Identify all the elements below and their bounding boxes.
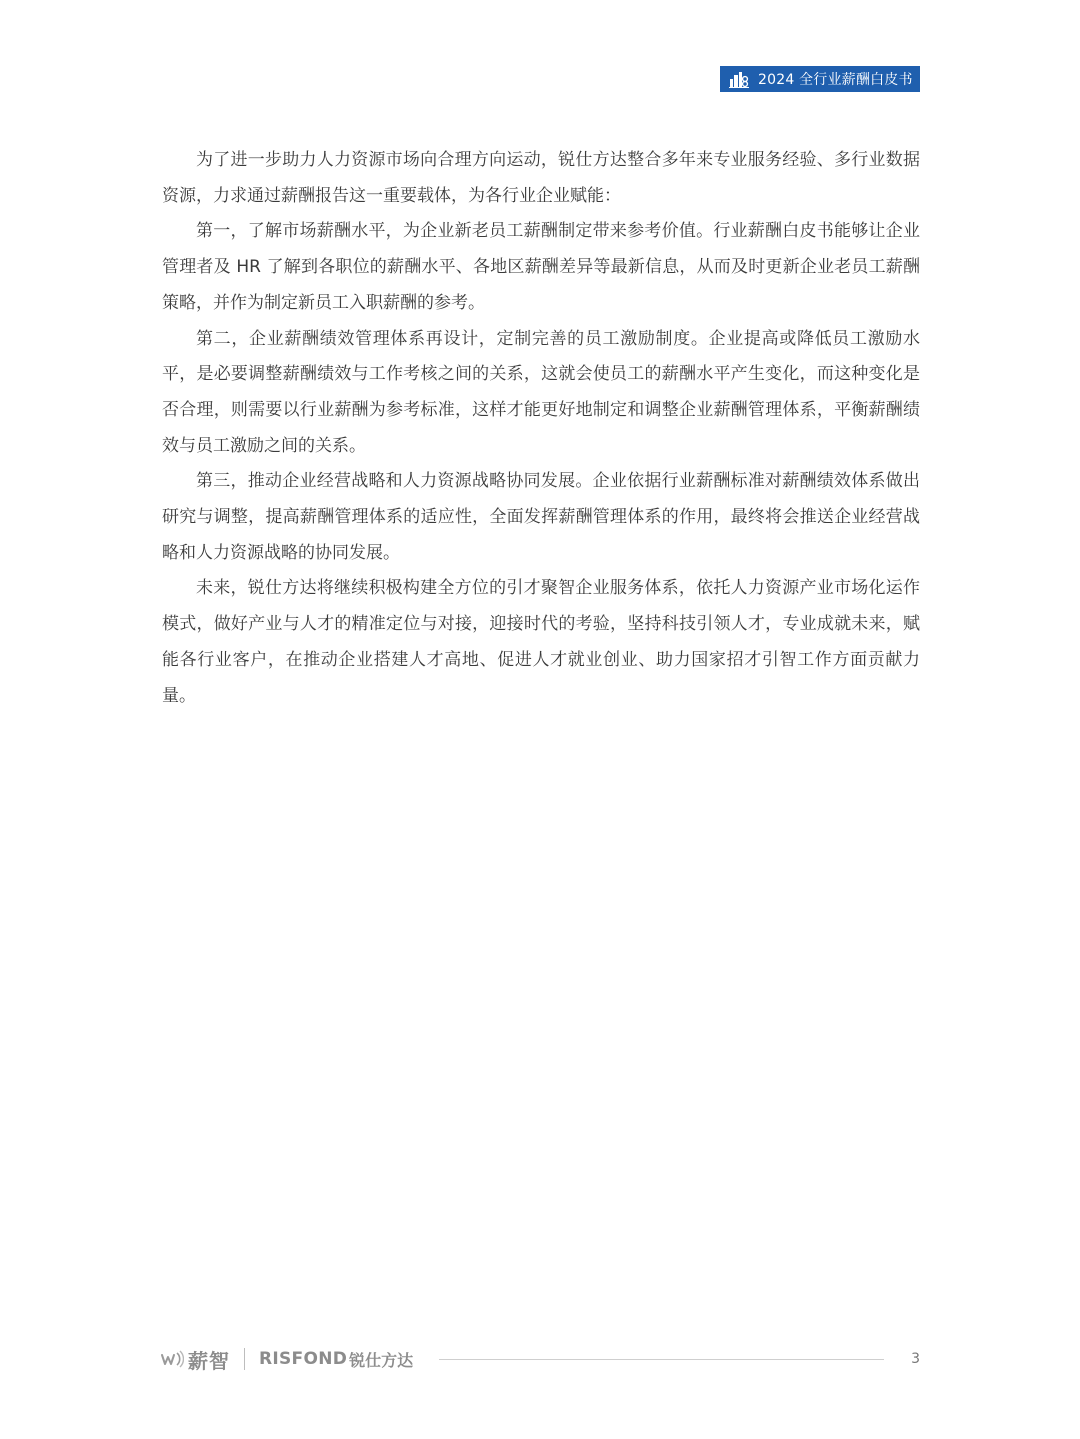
paragraph-second-point: 第二，企业薪酬绩效管理体系再设计，定制完善的员工激励制度。企业提高或降低员工激励水平，是必要调整薪酬绩效与工作考核之间的关系，这就会使员工的薪酬水平产生变化，而这种变化是否合理，则需要以行业薪酬为参考标准，这样才能更好地制定和调整企业薪酬管理体系，平衡薪酬绩效与员工激励之间的关系。	[162, 328, 920, 456]
document-title: 2024 全行业薪酬白皮书	[758, 72, 913, 88]
xinzhi-logo	[160, 1345, 230, 1374]
xinzhi-logo-name: 薪智	[188, 1348, 230, 1373]
paragraph-future: 未来，锐仕方达将继续积极构建全方位的引才聚智企业服务体系，依托人力资源产业市场化运作模式，做好产业与人才的精准定位与对接，迎接时代的考验，坚持科技引领人才，专业成就未来，赋能各行业客户，在推动企业搭建人才高地、促进人才就业创业、助力国家招才引智工作方面贡献力量。	[162, 578, 920, 706]
page-footer	[160, 1344, 920, 1374]
xinzhi-logo-icon	[160, 1349, 184, 1369]
paragraph-intro: 为了进一步助力人力资源市场向合理方向运动，锐仕方达整合多年来专业服务经验、多行业数据资源，力求通过薪酬报告这一重要载体，为各行业企业赋能：	[162, 150, 920, 206]
paragraph-third-point: 第三，推动企业经营战略和人力资源战略协同发展。企业依据行业薪酬标准对薪酬绩效体系做出研究与调整，提高薪酬管理体系的适应性，全面发挥薪酬管理体系的作用，最终将会推送企业经营战略和人力资源战略的协同发展。	[162, 471, 920, 563]
risfond-logo-english: RISFOND	[259, 1349, 348, 1369]
risfond-logo-chinese: 锐仕方达	[349, 1350, 414, 1370]
buildings-chart-icon	[729, 70, 749, 88]
body-text	[162, 143, 920, 714]
footer-logo-separator	[244, 1348, 245, 1370]
page-number: 3	[911, 1351, 920, 1367]
paragraph-first-point: 第一，了解市场薪酬水平，为企业新老员工薪酬制定带来参考价值。行业薪酬白皮书能够让企业管理者及 HR 了解到各职位的薪酬水平、各地区薪酬差异等最新信息，从而及时更新企业老员工薪酬策略，并作为制定新员工入职薪酬的参考。	[162, 221, 920, 313]
risfond-logo	[259, 1348, 413, 1371]
footer-divider-line	[439, 1359, 884, 1360]
header-title-badge	[720, 66, 920, 92]
